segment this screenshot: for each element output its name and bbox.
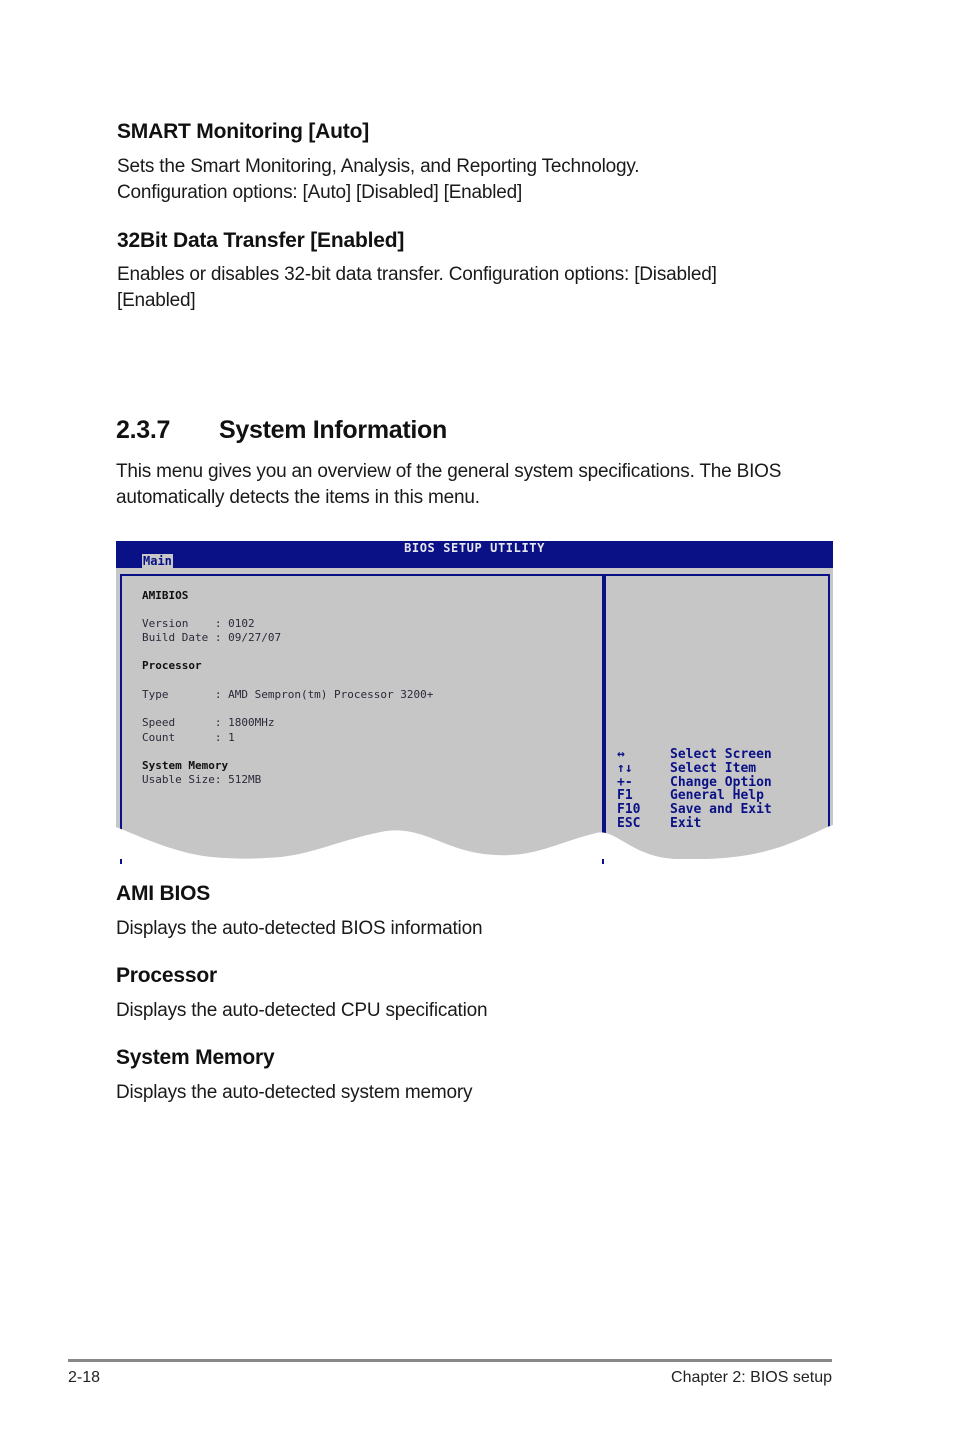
bios-action-1: Select Screen: [670, 747, 772, 762]
smart-monitoring-desc-2: Configuration options: [Auto] [Disabled] [Enabled]: [117, 182, 523, 203]
bios-action-5: Save and Exit: [670, 802, 772, 817]
data-transfer-desc-1: Enables or disables 32-bit data transfer. Configuration options: [Disabled]: [117, 264, 717, 285]
bios-key-3: +-: [617, 775, 633, 790]
bios-key-6: ESC: [617, 816, 641, 831]
ami-bios-desc: Displays the auto-detected BIOS information: [116, 918, 483, 939]
bios-title: BIOS SETUP UTILITY: [404, 541, 545, 555]
processor-desc: Displays the auto-detected CPU specification: [116, 1000, 488, 1021]
sysinfo-desc-1: This menu gives you an overview of the general system specifications. The BIOS: [116, 461, 782, 482]
bios-help-pane: [604, 574, 830, 852]
bios-memory-label: System Memory: [142, 759, 229, 772]
bios-processor-count: Count : 1: [142, 731, 235, 744]
smart-monitoring-desc-1: Sets the Smart Monitoring, Analysis, and Reporting Technology.: [117, 156, 640, 177]
sysinfo-desc-2: automatically detects the items in this menu.: [116, 487, 480, 508]
bios-processor-speed: Speed : 1800MHz: [142, 716, 275, 729]
bios-key-5: F10: [617, 802, 641, 817]
bios-action-2: Select Item: [670, 761, 757, 776]
system-memory-heading: System Memory: [116, 1046, 275, 1069]
bios-key-2: ↑↓: [617, 761, 633, 776]
smart-monitoring-heading: SMART Monitoring [Auto]: [117, 120, 369, 143]
footer-rule: [68, 1359, 832, 1362]
bios-title-bar: [116, 541, 833, 568]
bios-processor-label: Processor: [142, 659, 202, 672]
bios-screenshot: [116, 541, 833, 859]
ami-bios-heading: AMI BIOS: [116, 882, 211, 905]
system-memory-desc: Displays the auto-detected system memory: [116, 1082, 473, 1103]
bios-tab-main[interactable]: Main: [143, 554, 172, 568]
bios-key-4: F1: [617, 788, 633, 803]
bios-action-3: Change Option: [670, 775, 772, 790]
data-transfer-desc-2: [Enabled]: [117, 290, 196, 311]
page-number: 2-18: [68, 1369, 101, 1386]
bios-version: Version : 0102: [142, 617, 255, 630]
section-number: 2.3.7: [116, 416, 171, 444]
chapter-title: Chapter 2: BIOS setup: [671, 1369, 832, 1386]
bios-action-6: Exit: [670, 816, 702, 831]
section-title: System Information: [219, 416, 447, 444]
torn-edge: [116, 813, 833, 859]
bios-key-1: ↔: [617, 747, 625, 762]
bios-build-date: Build Date : 09/27/07: [142, 631, 282, 644]
data-transfer-heading: 32Bit Data Transfer [Enabled]: [117, 229, 405, 252]
bios-processor-type: Type : AMD Sempron(tm) Processor 3200+: [142, 688, 434, 701]
bios-action-4: General Help: [670, 788, 764, 803]
bios-amibios-label: AMIBIOS: [142, 589, 189, 602]
bios-usable-size: Usable Size: 512MB: [142, 773, 262, 786]
processor-heading: Processor: [116, 964, 217, 987]
